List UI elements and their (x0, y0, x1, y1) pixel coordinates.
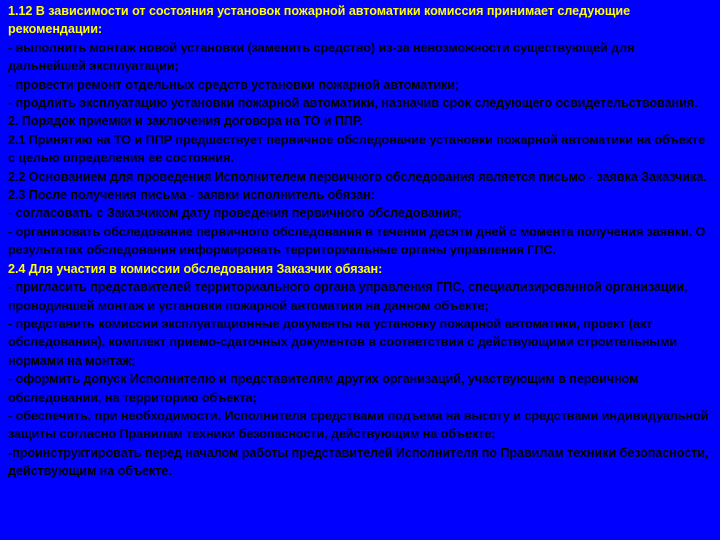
paragraph-organize: - организовать обследование первичного обследования в течении десяти дней с момента получения заявки. О результатах обследования информировать территориальные органы управления ГПС. (8, 224, 706, 258)
paragraph-2-1: 2.1 Принятию на ТО и ППР предшествует первичное обследование установки пожарной автоматики на объекте с целью определения ее состояния. (8, 132, 706, 166)
paragraph-2-3: 2.3 После получения письма - заявки исполнитель обязан: (8, 188, 375, 203)
paragraph-recommendations-heading: 1.12 В зависимости от состояния установок пожарной автоматики комиссия принимает следующие рекомендации: (8, 4, 631, 37)
paragraph-2-2: 2.2 Основанием для проведения Исполнителем первичного обследования является письмо - заявка Заказчика. (8, 169, 707, 184)
paragraph-install-new: - выполнить монтаж новой установки (заменить средство) из-за невозможности существующей для дальнейшей эксплуатации; (8, 40, 635, 74)
paragraph-2-4-heading: 2.4 Для участия в комиссии обследования Заказчик обязан: (8, 261, 383, 276)
paragraph-access: - оформить допуск Исполнителю и представителям других организаций, участвующим в первичном обследовании, на территорию объекта; (8, 372, 639, 405)
paragraph-invite: - пригласить представителей территориального органа управления ГПС, специализированной организации, проводившей монтаж и установки пожарной автоматики на данном объекте; (8, 280, 688, 313)
paragraph-agree-date: - согласовать с Заказчиком дату проведения первичного обследования; (8, 206, 462, 221)
paragraph-instruct: -проинструктировать перед началом работы представителей Исполнителя по Правилам техники безопасности, действующим на объекте. (8, 445, 709, 479)
paragraph-extend: - продлить эксплуатацию установки пожарной автоматики, назначив срок следующего освидетельствования. (8, 96, 698, 111)
paragraph-present-docs: - представить комиссии эксплуатационные документы на установку пожарной автоматики, проект (акт обследования), комплект приемо-сдаточных документов в соответствии с действующими строительными нормами на монтаж; (8, 316, 678, 368)
paragraph-repair: - провести ремонт отдельных средств установки пожарной автоматики; (8, 77, 460, 92)
document-text (8, 2, 714, 481)
paragraph-provide-equipment: - обеспечить, при необходимости, Исполнителя средствами подъема на высоту и средствами индивидуальной защиты согласно Правилам техники безопасности, действующим на объекте; (8, 408, 709, 442)
paragraph-section-2: 2. Порядок приемки и заключения договора на ТО и ППР. (8, 114, 363, 129)
